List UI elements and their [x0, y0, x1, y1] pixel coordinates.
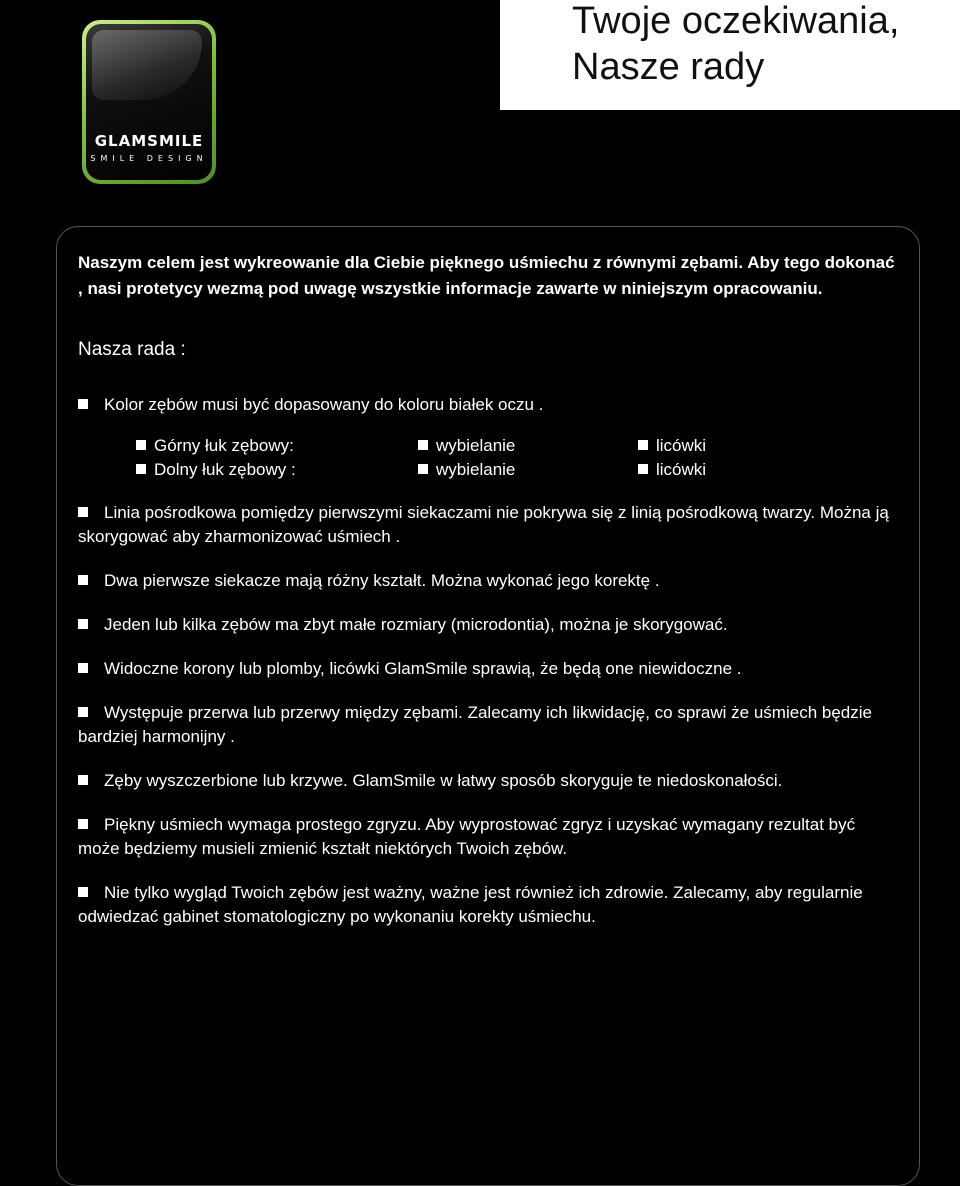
advice-item-text: Kolor zębów musi być dopasowany do koloru białek oczu .: [104, 395, 544, 414]
page-title: [572, 0, 899, 90]
square-bullet-icon: [78, 819, 88, 829]
square-bullet-icon: [78, 887, 88, 897]
advice-item: [78, 881, 898, 929]
arch-label: Górny łuk zębowy:: [154, 436, 294, 455]
advice-heading: Nasza rada :: [78, 339, 186, 360]
square-bullet-icon: [78, 399, 88, 409]
logo-tile: [86, 24, 212, 180]
advice-item: [78, 501, 898, 549]
advice-item: [78, 769, 898, 793]
advice-item-text: Widoczne korony lub plomby, licówki GlamSmile sprawią, że będą one niewidoczne .: [104, 659, 742, 678]
page-title-line-2: Nasze rady: [572, 46, 765, 88]
page-title-line-1: Twoje oczekiwania,: [572, 0, 900, 42]
square-bullet-icon: [78, 663, 88, 673]
option-whitening-cell: [418, 458, 515, 482]
arch-row-lower: [136, 458, 898, 482]
square-bullet-icon: [638, 464, 648, 474]
intro-paragraph: Naszym celem jest wykreowanie dla Ciebie pięknego uśmiechu z równymi zębami. Aby tego dokonać , nasi protetycy wezmą pod uwagę wszystkie informacje zawarte w niniejszym opracowaniu.: [78, 253, 895, 298]
option-veneers-cell: [638, 458, 706, 482]
content: [78, 250, 898, 929]
arch-label-cell: [136, 434, 294, 458]
square-bullet-icon: [418, 440, 428, 450]
arch-table: [136, 434, 898, 482]
advice-item: [78, 657, 898, 681]
advice-item: [78, 813, 898, 861]
logo-brand-text: GLAMSMILE: [94, 132, 204, 150]
advice-item-text: Linia pośrodkowa pomiędzy pierwszymi siekaczami nie pokrywa się z linią pośrodkową twarzy. Można ją skorygować aby zharmonizować uśmiech .: [78, 503, 889, 546]
advice-item: [78, 701, 898, 749]
arch-label-cell: [136, 458, 296, 482]
advice-item-text: Występuje przerwa lub przerwy między zębami. Zalecamy ich likwidację, co sprawi że uśmiech będzie bardziej harmonijny .: [78, 703, 872, 746]
option-whitening: wybielanie: [436, 460, 516, 479]
option-veneers: licówki: [656, 436, 707, 455]
advice-item: [78, 613, 898, 637]
square-bullet-icon: [78, 619, 88, 629]
option-veneers-cell: [638, 434, 706, 458]
logo-shine: [92, 30, 202, 100]
option-veneers: licówki: [656, 460, 707, 479]
advice-item: [78, 393, 898, 417]
advice-item-text: Nie tylko wygląd Twoich zębów jest ważny, ważne jest również ich zdrowie. Zalecamy, aby regularnie odwiedzać gabinet stomatologiczny po wykonaniu korekty uśmiechu.: [78, 883, 863, 926]
advice-item-text: Piękny uśmiech wymaga prostego zgryzu. Aby wyprostować zgryz i uzyskać wymagany rezultat być może będziemy musieli zmienić kształt niektórych Twoich zębów.: [78, 815, 856, 858]
square-bullet-icon: [136, 464, 146, 474]
square-bullet-icon: [638, 440, 648, 450]
advice-item-text: Jeden lub kilka zębów ma zbyt małe rozmiary (microdontia), można je skorygować.: [104, 615, 728, 634]
square-bullet-icon: [78, 775, 88, 785]
square-bullet-icon: [418, 464, 428, 474]
arch-label: Dolny łuk zębowy :: [154, 460, 296, 479]
square-bullet-icon: [136, 440, 146, 450]
logo-tagline-text: SMILE DESIGN: [90, 154, 208, 163]
advice-item-text: Zęby wyszczerbione lub krzywe. GlamSmile w łatwy sposób skoryguje te niedoskonałości.: [104, 771, 783, 790]
option-whitening-cell: [418, 434, 515, 458]
square-bullet-icon: [78, 507, 88, 517]
advice-item-text: Dwa pierwsze siekacze mają różny kształt. Można wykonać jego korektę .: [104, 571, 660, 590]
square-bullet-icon: [78, 575, 88, 585]
advice-item: [78, 569, 898, 593]
square-bullet-icon: [78, 707, 88, 717]
arch-row-upper: [136, 434, 898, 458]
glamsmile-logo: [82, 20, 216, 184]
option-whitening: wybielanie: [436, 436, 516, 455]
